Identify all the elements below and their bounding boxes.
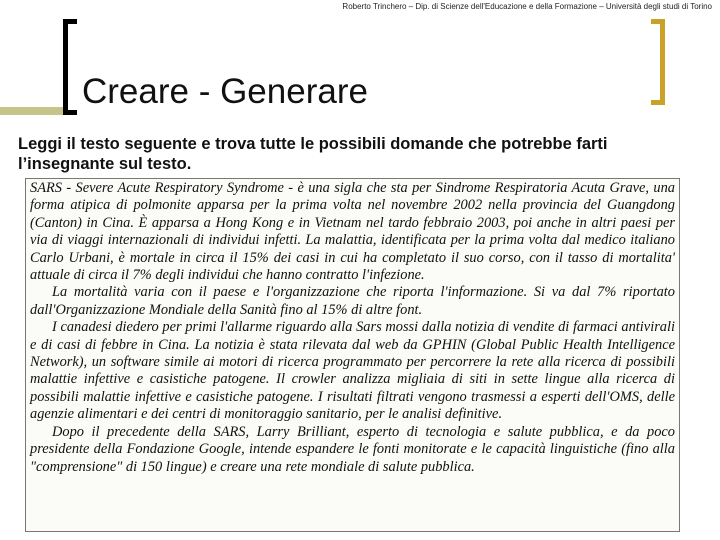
article-paragraph-1: SARS - Severe Acute Respiratory Syndrome - è una sigla che sta per Sindrome Respiratoria Acuta Grave, una forma atipica di polmonite apparsa per la prima volta nel novembre 2002 nella provincia del Guangdong (Canton) in Cina. È apparsa a Hong Kong e in Vietnam nel tardo febbraio 2003, poi anche in altri paesi per via di viaggi internazionali di individui infetti. La malattia, identificata per la prima volta dal medico italiano Carlo Urbani, è mortale in circa il 15% dei casi in cui ha completato il suo corso, con il tasso di mortalita' attuale di circa il 7% degli individui che hanno contratto l'infezione. [30,180,675,284]
slide-header: Roberto Trinchero – Dip. di Scienze dell'Educazione e della Formazione – Università degli studi di Torino [342,2,712,11]
left-bracket-decoration [63,19,77,115]
article-scan [25,178,680,532]
right-bracket-decoration [651,19,665,105]
article-paragraph-2: La mortalità varia con il paese e l'organizzazione che riporta l'informazione. Si va dal 7% riportato dall'Organizzazione Mondiale della Sanità fino al 15% di altre font. [30,284,675,318]
article-paragraph-3: I canadesi diedero per primi l'allarme riguardo alla Sars mossi dalla notizia di vendite di farmaci antivirali e di casi di febbre in Cina. La notizia è stata rilevata dal web da GPHIN (Global Public Health Intelligence Network), un software simile ai motori di ricerca programmato per percorrere la rete alla ricerca di possibili malattie infettive e casistiche patogene. Il crowler analizza migliaia di siti in sette lingue alla ricerca di possibili malattie infettive e casistiche patogene. I risultati filtrati vengono trasmessi a esperti dell'OMS, delle agenzie alimentari e dei centri di monitoraggio sanitario, per le analisi definitive. [30,319,675,423]
instruction-text: Leggi il testo seguente e trova tutte le possibili domande che potrebbe farti l’insegnante sul testo. [18,135,608,173]
title-accent-bar [0,107,66,115]
article-paragraph-4: Dopo il precedente della SARS, Larry Brilliant, esperto di tecnologia e salute pubblica, e da poco presidente della Fondazione Google, intende espandere le fonti monitorate e le capacità linguistiche (fino alla "comprensione" di 150 lingue) e creare una rete mondiale di salute pubblica. [30,423,675,475]
slide-title: Creare - Generare [82,72,368,111]
